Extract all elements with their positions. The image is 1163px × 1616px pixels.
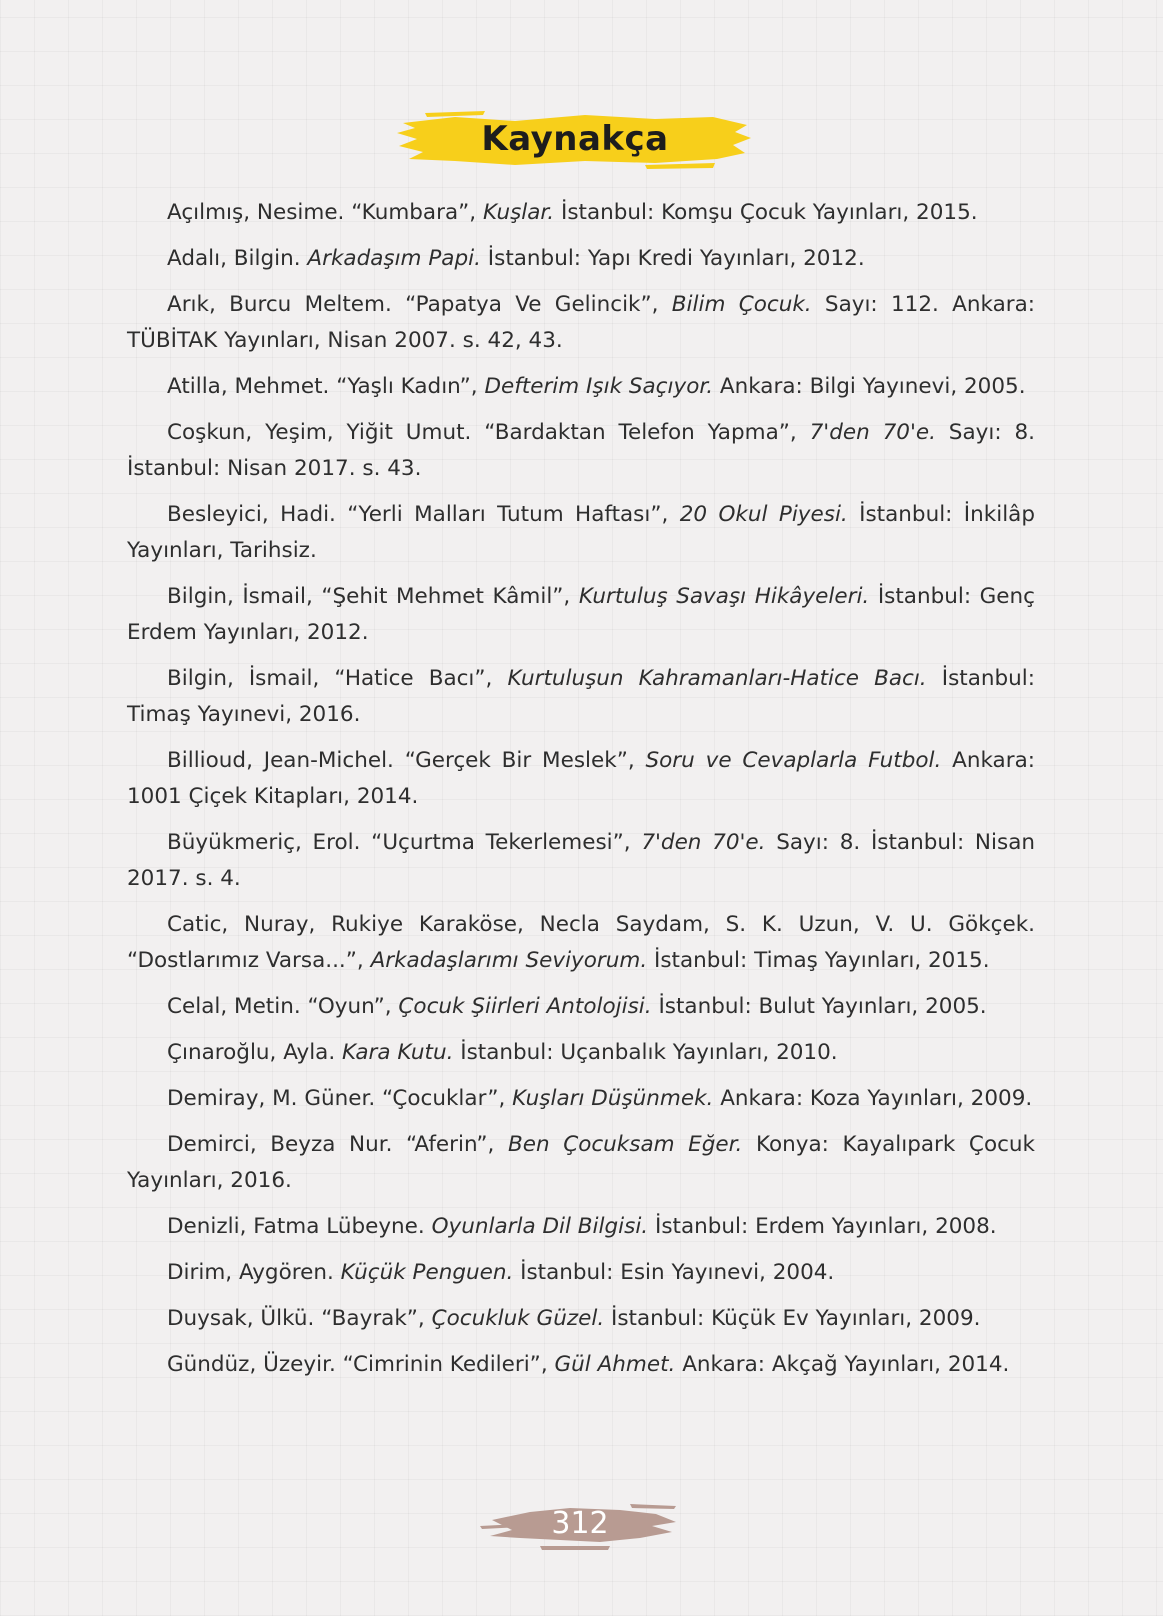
entry-publisher-part: Ankara: Koza Yayınları, 2009.: [713, 1086, 1033, 1111]
bibliography-entry: [127, 195, 1035, 231]
entry-author-part: Adalı, Bilgin.: [167, 246, 308, 271]
entry-publisher-part: Ankara: 1001 Çiçek Kitapları, 2014.: [127, 748, 1035, 809]
entry-publisher-part: İstanbul: İnkilâp Yayınları, Tarihsiz.: [127, 502, 1035, 563]
entry-book-title: Çocuk Şiirleri Antolojisi.: [398, 994, 652, 1019]
entry-publisher-part: İstanbul: Esin Yayınevi, 2004.: [513, 1260, 835, 1285]
page-number-badge: [480, 1496, 680, 1554]
bibliography-entry: [127, 1301, 1035, 1337]
bibliography-entry: [127, 661, 1035, 733]
entry-book-title: Ben Çocuksam Eğer.: [508, 1132, 743, 1157]
entry-book-title: Defterim Işık Saçıyor.: [484, 374, 714, 399]
entry-author-part: Denizli, Fatma Lübeyne.: [167, 1214, 432, 1239]
entry-publisher-part: Sayı: 8. İstanbul: Nisan 2017. s. 43.: [127, 420, 1035, 481]
bibliography-entry: [127, 287, 1035, 359]
bibliography-entry: [127, 1035, 1035, 1071]
entry-publisher-part: İstanbul: Komşu Çocuk Yayınları, 2015.: [554, 200, 978, 225]
bibliography-entry: [127, 825, 1035, 897]
entry-book-title: Gül Ahmet.: [554, 1352, 676, 1377]
entry-book-title: 7'den 70'e.: [809, 420, 936, 445]
bibliography-entry: [127, 1347, 1035, 1383]
entry-book-title: 7'den 70'e.: [641, 830, 766, 855]
bibliography-entry: [127, 497, 1035, 569]
entry-author-part: Billioud, Jean-Michel. “Gerçek Bir Meslek”,: [167, 748, 646, 773]
entry-publisher-part: İstanbul: Yapı Kredi Yayınları, 2012.: [480, 246, 865, 271]
entry-publisher-part: İstanbul: Küçük Ev Yayınları, 2009.: [604, 1306, 981, 1331]
bibliography-list: [127, 195, 1035, 1393]
entry-author-part: Açılmış, Nesime. “Kumbara”,: [167, 200, 483, 225]
entry-publisher-part: İstanbul: Erdem Yayınları, 2008.: [648, 1214, 997, 1239]
entry-publisher-part: İstanbul: Uçanbalık Yayınları, 2010.: [453, 1040, 838, 1065]
entry-author-part: Demiray, M. Güner. “Çocuklar”,: [167, 1086, 513, 1111]
entry-book-title: Bilim Çocuk.: [671, 292, 812, 317]
entry-author-part: Dirim, Aygören.: [167, 1260, 341, 1285]
bibliography-entry: [127, 907, 1035, 979]
entry-book-title: Kara Kutu.: [342, 1040, 454, 1065]
entry-book-title: Kurtuluş Savaşı Hikâyeleri.: [578, 584, 870, 609]
entry-book-title: Çocukluk Güzel.: [431, 1306, 605, 1331]
entry-book-title: Arkadaşım Papi.: [307, 246, 481, 271]
entry-author-part: Bilgin, İsmail, “Hatice Bacı”,: [167, 666, 508, 691]
bibliography-entry: [127, 415, 1035, 487]
entry-author-part: Duysak, Ülkü. “Bayrak”,: [167, 1306, 432, 1331]
entry-author-part: Catic, Nuray, Rukiye Karaköse, Necla Saydam, S. K. Uzun, V. U. Gökçek. “Dostlarımız Varsa...”,: [127, 912, 1035, 973]
bibliography-entry: [127, 579, 1035, 651]
entry-author-part: Bilgin, İsmail, “Şehit Mehmet Kâmil”,: [167, 584, 579, 609]
entry-book-title: Kurtuluşun Kahramanları-Hatice Bacı.: [507, 666, 927, 691]
bibliography-entry: [127, 743, 1035, 815]
bibliography-entry: [127, 1255, 1035, 1291]
entry-author-part: Arık, Burcu Meltem. “Papatya Ve Gelincik”,: [167, 292, 672, 317]
entry-author-part: Coşkun, Yeşim, Yiğit Umut. “Bardaktan Telefon Yapma”,: [167, 420, 810, 445]
entry-author-part: Celal, Metin. “Oyun”,: [167, 994, 399, 1019]
entry-book-title: Kuşlar.: [482, 200, 555, 225]
entry-author-part: Atilla, Mehmet. “Yaşlı Kadın”,: [167, 374, 485, 399]
entry-author-part: Demirci, Beyza Nur. “Aferin”,: [167, 1132, 508, 1157]
entry-publisher-part: Sayı: 112. Ankara: TÜBİTAK Yayınları, Nisan 2007. s. 42, 43.: [127, 292, 1036, 353]
entry-book-title: Oyunlarla Dil Bilgisi.: [431, 1214, 649, 1239]
entry-publisher-part: İstanbul: Genç Erdem Yayınları, 2012.: [127, 584, 1035, 645]
entry-author-part: Gündüz, Üzeyir. “Cimrinin Kedileri”,: [167, 1352, 555, 1377]
title-banner: [395, 105, 755, 175]
entry-publisher-part: Sayı: 8. İstanbul: Nisan 2017. s. 4.: [127, 830, 1035, 891]
bibliography-entry: [127, 369, 1035, 405]
bibliography-entry: [127, 1209, 1035, 1245]
entry-publisher-part: İstanbul: Timaş Yayınları, 2015.: [647, 948, 990, 973]
entry-author-part: Besleyici, Hadi. “Yerli Malları Tutum Haftası”,: [167, 502, 680, 527]
bibliography-entry: [127, 989, 1035, 1025]
entry-book-title: Soru ve Cevaplarla Futbol.: [645, 748, 942, 773]
entry-author-part: Büyükmeriç, Erol. “Uçurtma Tekerlemesi”,: [167, 830, 642, 855]
entry-book-title: 20 Okul Piyesi.: [679, 502, 848, 527]
entry-publisher-part: İstanbul: Timaş Yayınevi, 2016.: [127, 666, 1035, 727]
page-title: Kaynakça: [481, 119, 669, 159]
entry-author-part: Çınaroğlu, Ayla.: [167, 1040, 343, 1065]
page-number: 312: [551, 1506, 609, 1541]
entry-book-title: Küçük Penguen.: [340, 1260, 514, 1285]
bibliography-entry: [127, 241, 1035, 277]
bibliography-entry: [127, 1081, 1035, 1117]
entry-book-title: Arkadaşlarımı Seviyorum.: [370, 948, 648, 973]
entry-publisher-part: Ankara: Bilgi Yayınevi, 2005.: [713, 374, 1026, 399]
entry-publisher-part: Ankara: Akçağ Yayınları, 2014.: [675, 1352, 1010, 1377]
entry-book-title: Kuşları Düşünmek.: [512, 1086, 714, 1111]
entry-publisher-part: Konya: Kayalıpark Çocuk Yayınları, 2016.: [127, 1132, 1035, 1193]
entry-publisher-part: İstanbul: Bulut Yayınları, 2005.: [651, 994, 987, 1019]
bibliography-entry: [127, 1127, 1035, 1199]
